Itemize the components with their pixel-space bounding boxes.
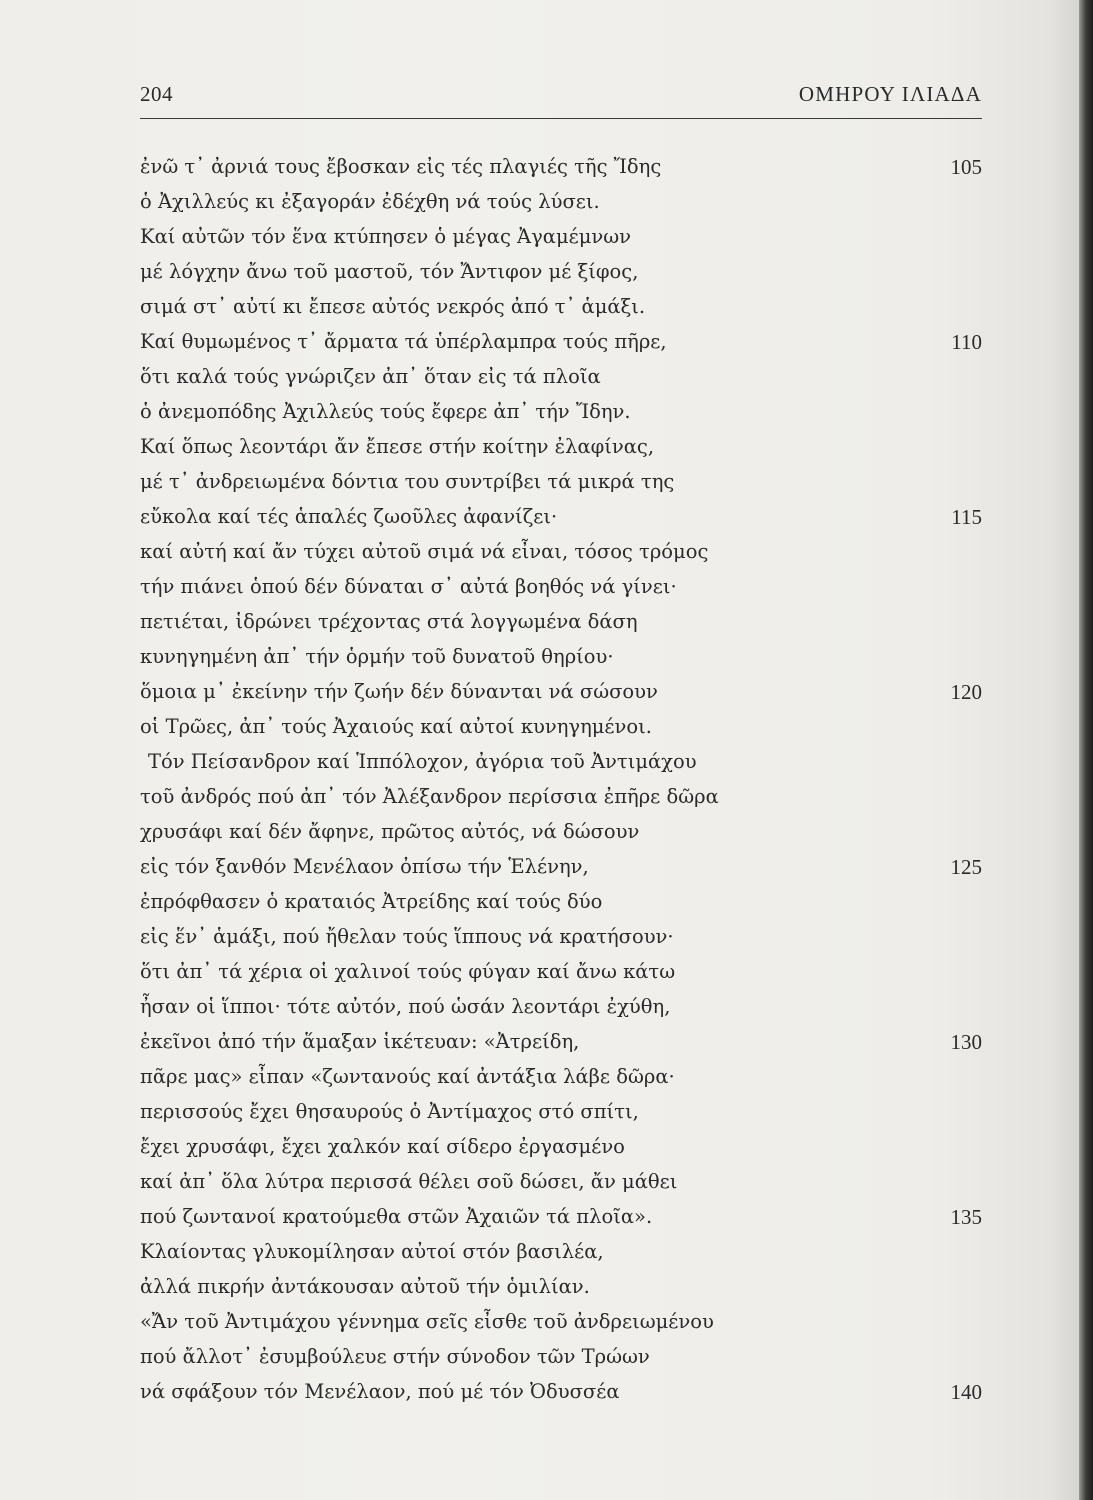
page-number: 204	[140, 82, 173, 106]
verse-text: Καί θυμωμένος τ᾽ ἄρματα τά ὑπέρλαμπρα τούς πῆρε,	[140, 330, 667, 353]
verse-text: πού ζωντανοί κρατούμεθα στῶν Ἀχαιῶν τά πλοῖα».	[140, 1205, 653, 1228]
verse-line	[140, 292, 982, 322]
verse-line	[140, 327, 982, 357]
verse-line	[140, 1027, 982, 1057]
verse-text: ὁ Ἀχιλλεύς κι ἐξαγοράν ἐδέχθη νά τούς λύσει.	[140, 190, 600, 213]
line-number: 125	[950, 855, 982, 879]
verse-text: ἦσαν οἱ ἵπποι· τότε αὐτόν, πού ὡσάν λεοντάρι ἐχύθη,	[140, 995, 671, 1018]
verse-line	[140, 1307, 982, 1337]
verse-line	[140, 257, 982, 287]
verse-text: πετιέται, ἱδρώνει τρέχοντας στά λογγωμένα δάση	[140, 610, 638, 633]
verse-text: Τόν Πείσανδρον καί Ἱππόλοχον, ἀγόρια τοῦ Ἀντιμάχου	[148, 750, 697, 773]
verse-line	[140, 642, 982, 672]
verse-text: κυνηγημένη ἀπ᾽ τήν ὁρμήν τοῦ δυνατοῦ θηρίου·	[140, 645, 614, 668]
verse-line	[140, 1132, 982, 1162]
verse-text: καί αὐτή καί ἄν τύχει αὐτοῦ σιμά νά εἶναι, τόσος τρόμος	[140, 540, 709, 563]
verse-text: περισσούς ἔχει θησαυρούς ὁ Ἀντίμαχος στό σπίτι,	[140, 1100, 639, 1123]
verse-line	[140, 572, 982, 602]
verse-text: ἀλλά πικρήν ἀντάκουσαν αὐτοῦ τήν ὁμιλίαν.	[140, 1275, 590, 1298]
verse-line	[140, 887, 982, 917]
verse-text: εἰς τόν ξανθόν Μενέλαον ὀπίσω τήν Ἑλένην,	[140, 855, 589, 878]
verse-text: ὅμοια μ᾽ ἐκείνην τήν ζωήν δέν δύνανται νά σώσουν	[140, 680, 658, 703]
verse-text: σιμά στ᾽ αὐτί κι ἔπεσε αὐτός νεκρός ἀπό τ᾽ ἁμάξι.	[140, 295, 646, 318]
verse-text: εὔκολα καί τές ἁπαλές ζωοῦλες ἀφανίζει·	[140, 505, 558, 528]
verse-block	[140, 152, 982, 1442]
verse-line	[140, 432, 982, 462]
page-header	[140, 82, 982, 116]
verse-text: ἐκεῖνοι ἀπό τήν ἅμαξαν ἱκέτευαν: «Ἀτρείδη,	[140, 1030, 580, 1053]
verse-line	[140, 467, 982, 497]
verse-line	[140, 1202, 982, 1232]
verse-text: εἰς ἕν᾽ ἁμάξι, πού ἤθελαν τούς ἵππους νά κρατήσουν·	[140, 925, 674, 948]
verse-text: οἱ Τρῶες, ἀπ᾽ τούς Ἀχαιούς καί αὐτοί κυνηγημένοι.	[140, 715, 652, 738]
verse-line	[140, 607, 982, 637]
verse-line	[140, 1342, 982, 1372]
verse-line	[140, 537, 982, 567]
verse-text: ἐπρόφθασεν ὁ κραταιός Ἀτρείδης καί τούς δύο	[140, 890, 603, 913]
verse-text: καί ἀπ᾽ ὅλα λύτρα περισσά θέλει σοῦ δώσει, ἄν μάθει	[140, 1170, 678, 1193]
verse-line	[140, 852, 982, 882]
verse-line	[140, 362, 982, 392]
verse-line	[140, 957, 982, 987]
verse-text: τοῦ ἀνδρός πού ἀπ᾽ τόν Ἀλέξανδρον περίσσια ἐπῆρε δῶρα	[140, 785, 719, 808]
verse-line	[140, 502, 982, 532]
line-number: 110	[951, 330, 982, 354]
verse-text: Καί ὅπως λεοντάρι ἄν ἔπεσε στήν κοίτην ἐλαφίνας,	[140, 435, 655, 458]
line-number: 135	[950, 1205, 982, 1229]
verse-line	[140, 1237, 982, 1267]
verse-text: μέ τ᾽ ἀνδρειωμένα δόντια του συντρίβει τά μικρά της	[140, 470, 675, 493]
verse-line	[140, 747, 982, 777]
verse-text: Κλαίοντας γλυκομίλησαν αὐτοί στόν βασιλέα,	[140, 1240, 604, 1263]
verse-text: πᾶρε μας» εἶπαν «ζωντανούς καί ἀντάξια λάβε δῶρα·	[140, 1065, 675, 1088]
verse-text: ἔχει χρυσάφι, ἔχει χαλκόν καί σίδερο ἐργασμένο	[140, 1135, 625, 1158]
book-spine-shadow	[1079, 0, 1093, 1500]
line-number: 140	[950, 1380, 982, 1404]
verse-text: ὅτι ἀπ᾽ τά χέρια οἱ χαλινοί τούς φύγαν καί ἄνω κάτω	[140, 960, 676, 983]
verse-line	[140, 1062, 982, 1092]
verse-text: νά σφάξουν τόν Μενέλαον, πού μέ τόν Ὀδυσσέα	[140, 1380, 620, 1403]
verse-line	[140, 677, 982, 707]
verse-text: πού ἄλλοτ᾽ ἐσυμβούλευε στήν σύνοδον τῶν Τρώων	[140, 1345, 650, 1368]
verse-line	[140, 1167, 982, 1197]
verse-text: «Ἄν τοῦ Ἀντιμάχου γέννημα σεῖς εἶσθε τοῦ ἀνδρειωμένου	[140, 1310, 714, 1333]
verse-line	[140, 222, 982, 252]
verse-line	[140, 152, 982, 182]
verse-text: μέ λόγχην ἄνω τοῦ μαστοῦ, τόν Ἄντιφον μέ ξίφος,	[140, 260, 639, 283]
verse-line	[140, 992, 982, 1022]
verse-line	[140, 922, 982, 952]
verse-line	[140, 1097, 982, 1127]
header-rule	[140, 118, 982, 119]
verse-line	[140, 782, 982, 812]
verse-line	[140, 187, 982, 217]
line-number: 105	[950, 155, 982, 179]
verse-text: ὅτι καλά τούς γνώριζεν ἀπ᾽ ὅταν εἰς τά πλοῖα	[140, 365, 601, 388]
verse-line	[140, 712, 982, 742]
line-number: 130	[950, 1030, 982, 1054]
line-number: 115	[951, 505, 982, 529]
verse-line	[140, 1272, 982, 1302]
verse-text: χρυσάφι καί δέν ἄφηνε, πρῶτος αὐτός, νά δώσουν	[140, 820, 640, 843]
verse-line	[140, 817, 982, 847]
verse-line	[140, 1377, 982, 1407]
verse-text: Καί αὐτῶν τόν ἕνα κτύπησεν ὁ μέγας Ἀγαμέμνων	[140, 225, 632, 248]
line-number: 120	[950, 680, 982, 704]
verse-text: ὁ ἀνεμοπόδης Ἀχιλλεύς τούς ἔφερε ἀπ᾽ τήν Ἴδην.	[140, 400, 631, 423]
verse-text: ἐνῶ τ᾽ ἀρνιά τους ἔβοσκαν εἰς τές πλαγιές τῆς Ἴδης	[140, 155, 662, 178]
verse-line	[140, 397, 982, 427]
verse-text: τήν πιάνει ὁπού δέν δύναται σ᾽ αὐτά βοηθός νά γίνει·	[140, 575, 677, 598]
running-title: ΟΜΗΡΟΥ ΙΛΙΑΔΑ	[798, 82, 982, 106]
